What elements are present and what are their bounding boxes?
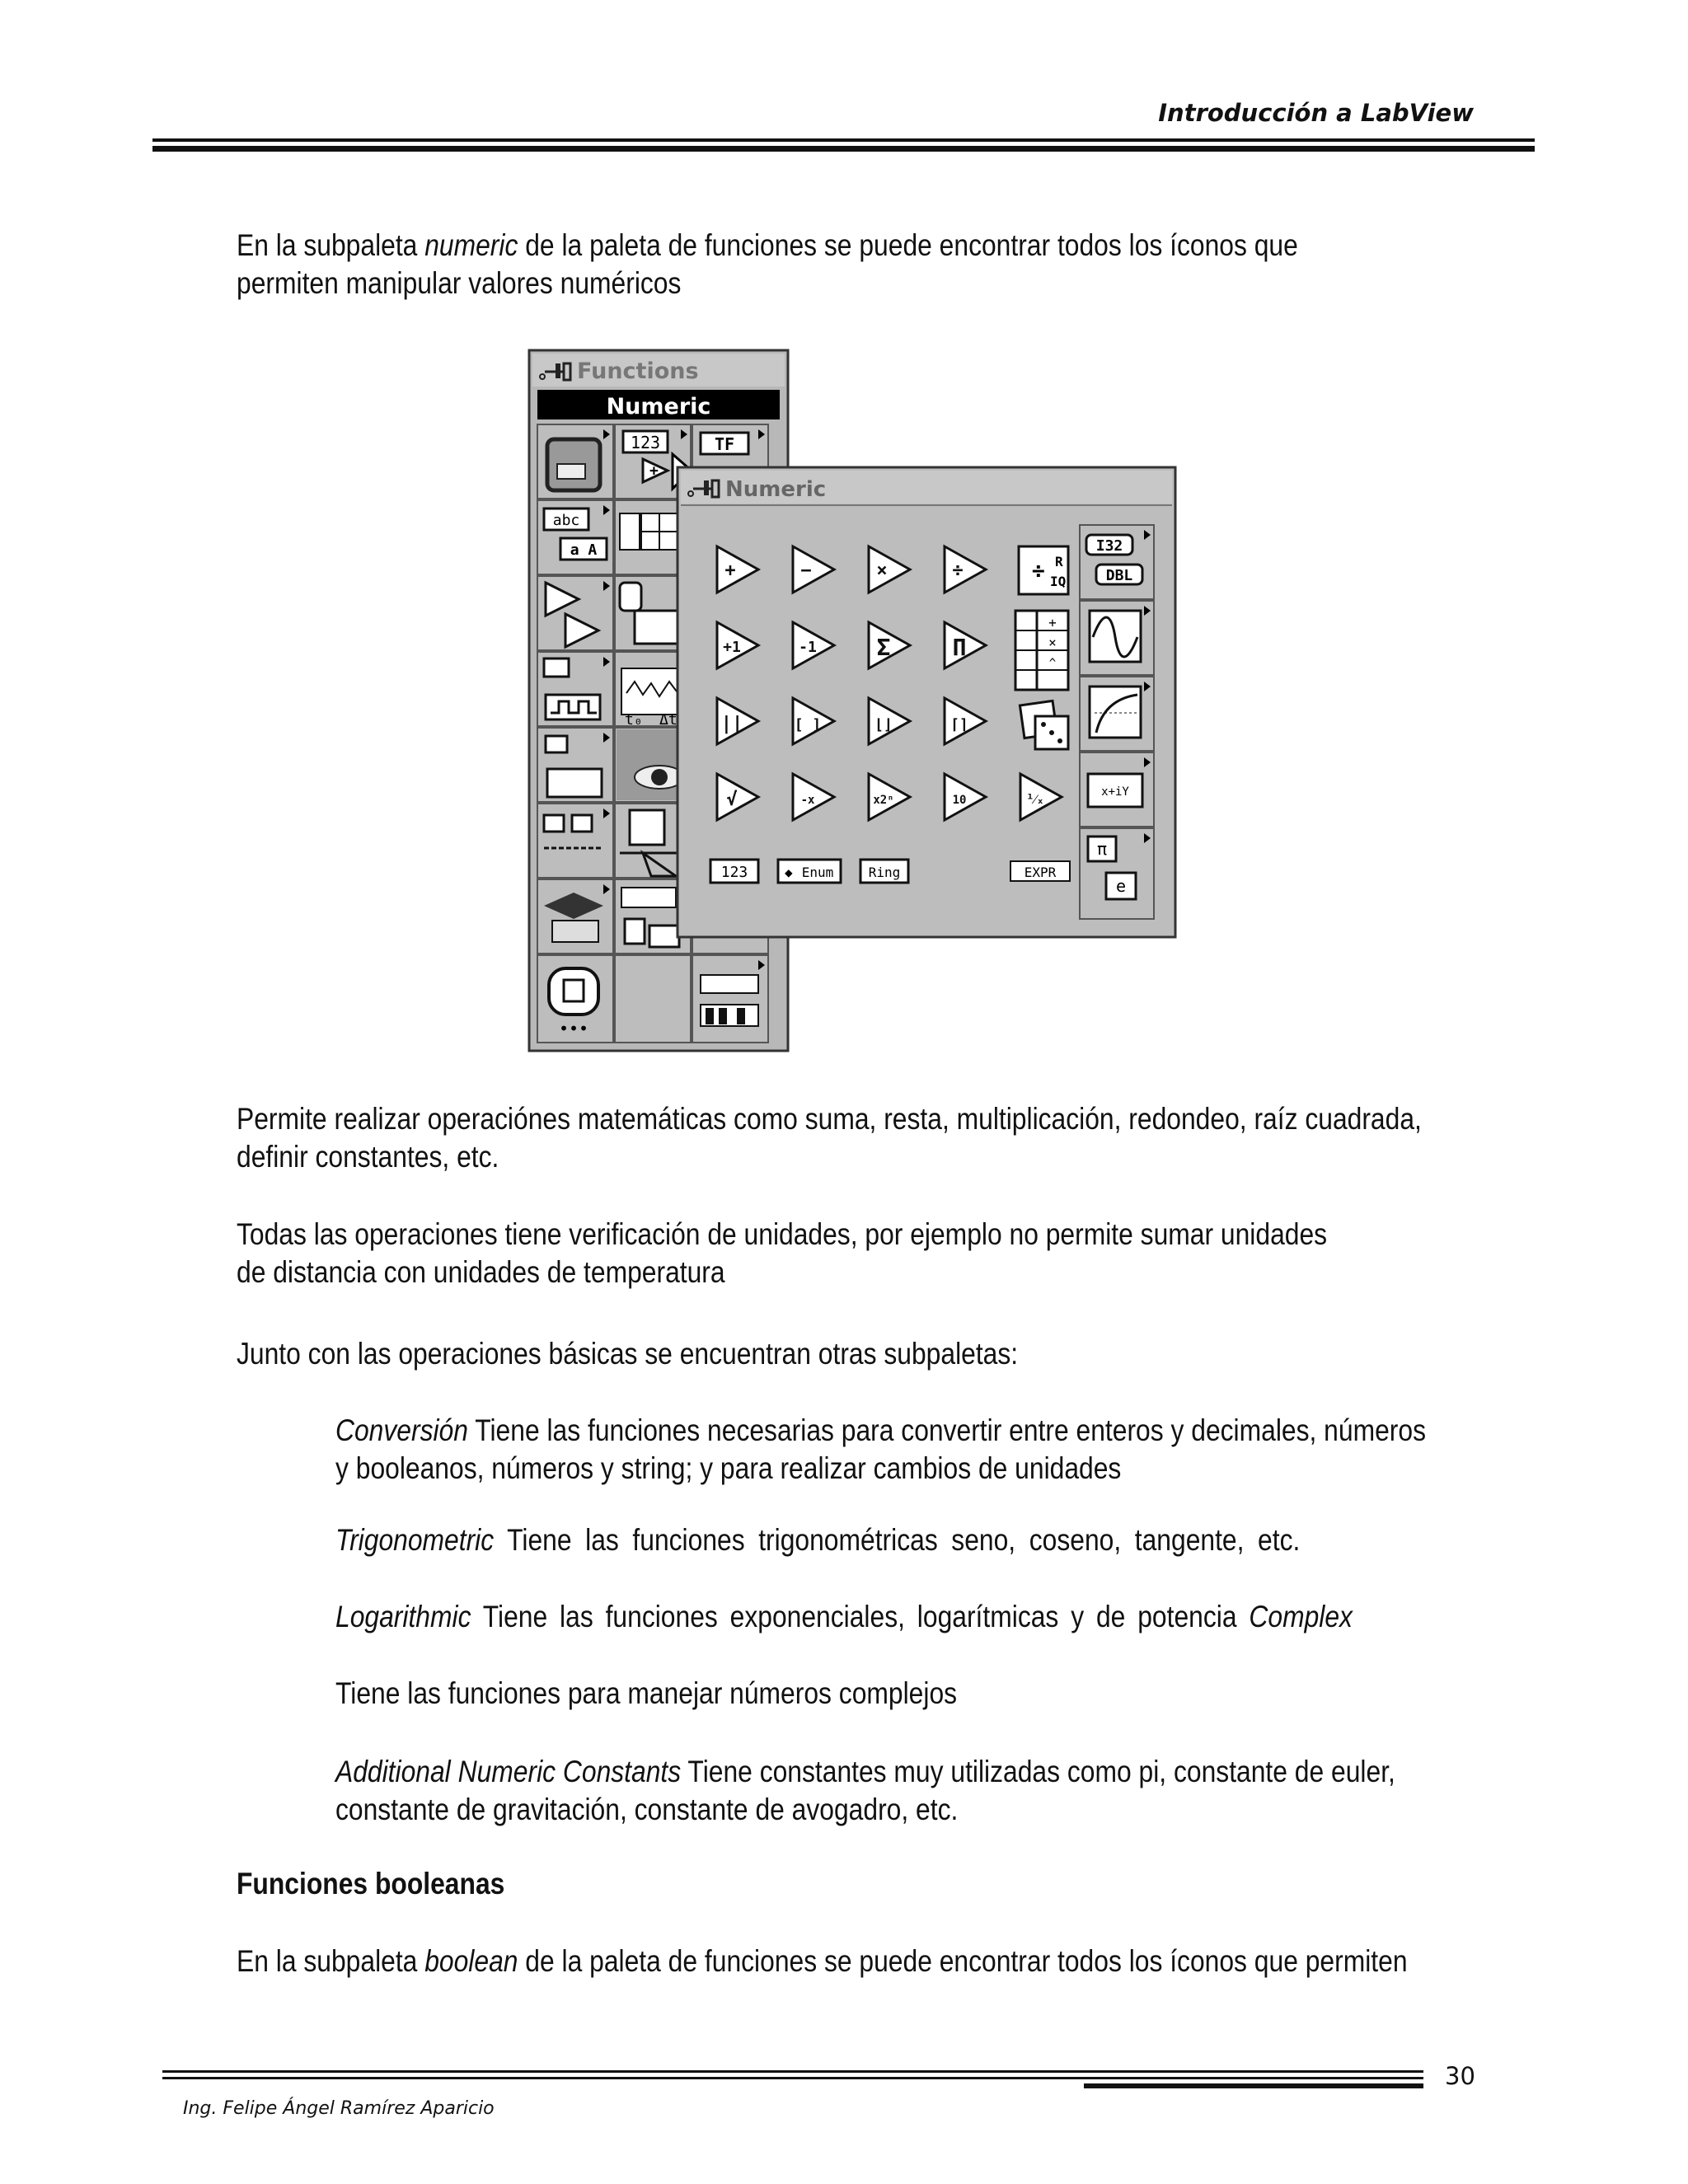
svg-text:DBL: DBL	[1105, 567, 1133, 584]
units-line-1: Todas las operaciones tiene verificación de unidades, por ejemplo no permite sumar unidades	[237, 1217, 1328, 1251]
boolean-icon[interactable]	[701, 433, 748, 454]
additional-line-2: constante de gravitación, constante de avogadro, etc.	[335, 1793, 959, 1826]
section-heading-boolean: Funciones booleanas	[237, 1867, 505, 1900]
log-line: Logarithmic Tiene las funciones exponenciales, logarítmicas y de potencia Complex	[335, 1600, 1353, 1633]
labview-numeric-palette-figure	[528, 349, 1179, 1053]
svg-text:-x: -x	[800, 794, 815, 807]
footer-rule-2	[162, 2077, 1423, 2079]
svg-text:x+iY: x+iY	[1101, 785, 1129, 799]
header-rule-thick	[152, 146, 1535, 152]
svg-text:⌊⌋: ⌊⌋	[874, 716, 893, 733]
functions-selected-label: Numeric	[606, 394, 711, 419]
svg-text:[ ]: [ ]	[794, 716, 822, 733]
numeric-subpalette-window	[678, 467, 1175, 937]
svg-text:10: 10	[952, 794, 967, 807]
svg-text:t₀: t₀	[625, 711, 643, 729]
svg-text:⌈⌉: ⌈⌉	[950, 716, 968, 733]
svg-text:π: π	[1096, 839, 1108, 859]
svg-text:IQ: IQ	[1050, 574, 1067, 589]
svg-text:Π: Π	[952, 634, 967, 661]
svg-text:×: ×	[876, 560, 888, 581]
term-trigonometric: Trigonometric	[335, 1523, 495, 1557]
intro-em-numeric: numeric	[424, 228, 518, 262]
svg-text:-1: -1	[799, 639, 817, 656]
term-complex: Complex	[1249, 1600, 1353, 1633]
intro-line-2: permiten manipular valores numéricos	[237, 266, 682, 300]
svg-text:||: ||	[720, 714, 743, 734]
numeric-constant-icon[interactable]	[710, 860, 758, 883]
structures-icon[interactable]	[547, 439, 600, 490]
svg-text:+: +	[649, 462, 659, 480]
page-number: 30	[1445, 2062, 1475, 2090]
svg-text:×: ×	[1048, 635, 1057, 650]
svg-text:Ring: Ring	[868, 865, 901, 880]
svg-text:TF: TF	[714, 434, 735, 454]
header-rule-thin	[152, 138, 1535, 142]
footer-author: Ing. Felipe Ángel Ramírez Aparicio	[183, 2098, 495, 2119]
ops-line-2: definir constantes, etc.	[237, 1140, 499, 1174]
complex-line: Tiene las funciones para manejar números complejos	[335, 1676, 958, 1710]
trig-line: Trigonometric Tiene las funciones trigonométricas seno, coseno, tangente, etc.	[335, 1523, 1301, 1557]
svg-text:EXPR: EXPR	[1024, 865, 1057, 880]
logarithmic-subpalette-icon[interactable]	[1090, 687, 1141, 738]
complex-subpalette-icon[interactable]	[1088, 774, 1142, 807]
svg-text:Enum: Enum	[801, 865, 834, 880]
ops-line-1: Permite realizar operaciónes matemáticas como suma, resta, multiplicación, redondeo, raíz cuadrada,	[237, 1102, 1422, 1136]
footer-rule-thick	[1084, 2083, 1423, 2088]
svg-text:√: √	[726, 790, 738, 810]
svg-text:+: +	[724, 560, 736, 581]
svg-text:123: 123	[720, 864, 748, 881]
svg-text:e: e	[1115, 876, 1127, 896]
svg-text:Σ: Σ	[876, 634, 891, 661]
svg-text:R: R	[1055, 554, 1063, 569]
svg-text:÷: ÷	[1032, 559, 1045, 583]
svg-text:÷: ÷	[952, 560, 964, 581]
svg-text:I32: I32	[1095, 537, 1123, 555]
trigonometric-subpalette-icon[interactable]	[1090, 611, 1141, 662]
svg-text:+1: +1	[723, 639, 741, 656]
svg-text:¹⁄ₓ: ¹⁄ₓ	[1026, 791, 1044, 807]
svg-text:^: ^	[1048, 657, 1057, 670]
expression-node-icon[interactable]	[1010, 861, 1070, 881]
running-header-title: Introducción a LabView	[1158, 99, 1474, 127]
svg-text:+: +	[1048, 615, 1057, 630]
svg-text:−: −	[800, 560, 812, 581]
units-line-2: de distancia con unidades de temperatura	[237, 1255, 725, 1289]
svg-text:123: 123	[630, 433, 661, 452]
numeric-window-title: Numeric	[725, 477, 827, 502]
svg-text:a A: a A	[570, 541, 598, 559]
term-logarithmic: Logarithmic	[335, 1600, 471, 1633]
svg-text:•••: •••	[558, 1019, 589, 1038]
compound-arithmetic-icon[interactable]	[1015, 611, 1068, 690]
svg-text:Δt: Δt	[659, 711, 678, 729]
array-icon[interactable]	[620, 513, 678, 550]
svg-text:x2ⁿ: x2ⁿ	[873, 794, 894, 807]
intro-line-1: En la subpaleta numeric de la paleta de funciones se puede encontrar todos los íconos que	[237, 228, 1298, 262]
enum-constant-icon[interactable]	[778, 860, 841, 883]
boolean-line: En la subpaleta boolean de la paleta de funciones se puede encontrar todos los íconos que permiten	[237, 1944, 1408, 1978]
boolean-em: boolean	[424, 1944, 518, 1978]
svg-text:abc: abc	[552, 512, 580, 529]
quotient-remainder-icon[interactable]	[1019, 546, 1068, 594]
subpalettes-intro: Junto con las operaciones básicas se encuentran otras subpaletas:	[237, 1337, 1019, 1371]
svg-text:◆: ◆	[785, 865, 793, 880]
term-additional-constants: Additional Numeric Constants	[335, 1755, 682, 1788]
functions-title: Functions	[577, 359, 699, 384]
additional-line-1: Additional Numeric Constants Tiene constantes muy utilizadas como pi, constante de euler,	[335, 1755, 1395, 1788]
term-conversion: Conversión	[335, 1413, 468, 1447]
conversion-line-2: y booleanos, números y string; y para realizar cambios de unidades	[335, 1451, 1122, 1485]
conversion-line-1: Conversión Tiene las funciones necesarias para convertir entre enteros y decimales, números	[335, 1413, 1426, 1447]
footer-rule-1	[162, 2070, 1423, 2073]
ring-constant-icon[interactable]	[860, 860, 908, 883]
